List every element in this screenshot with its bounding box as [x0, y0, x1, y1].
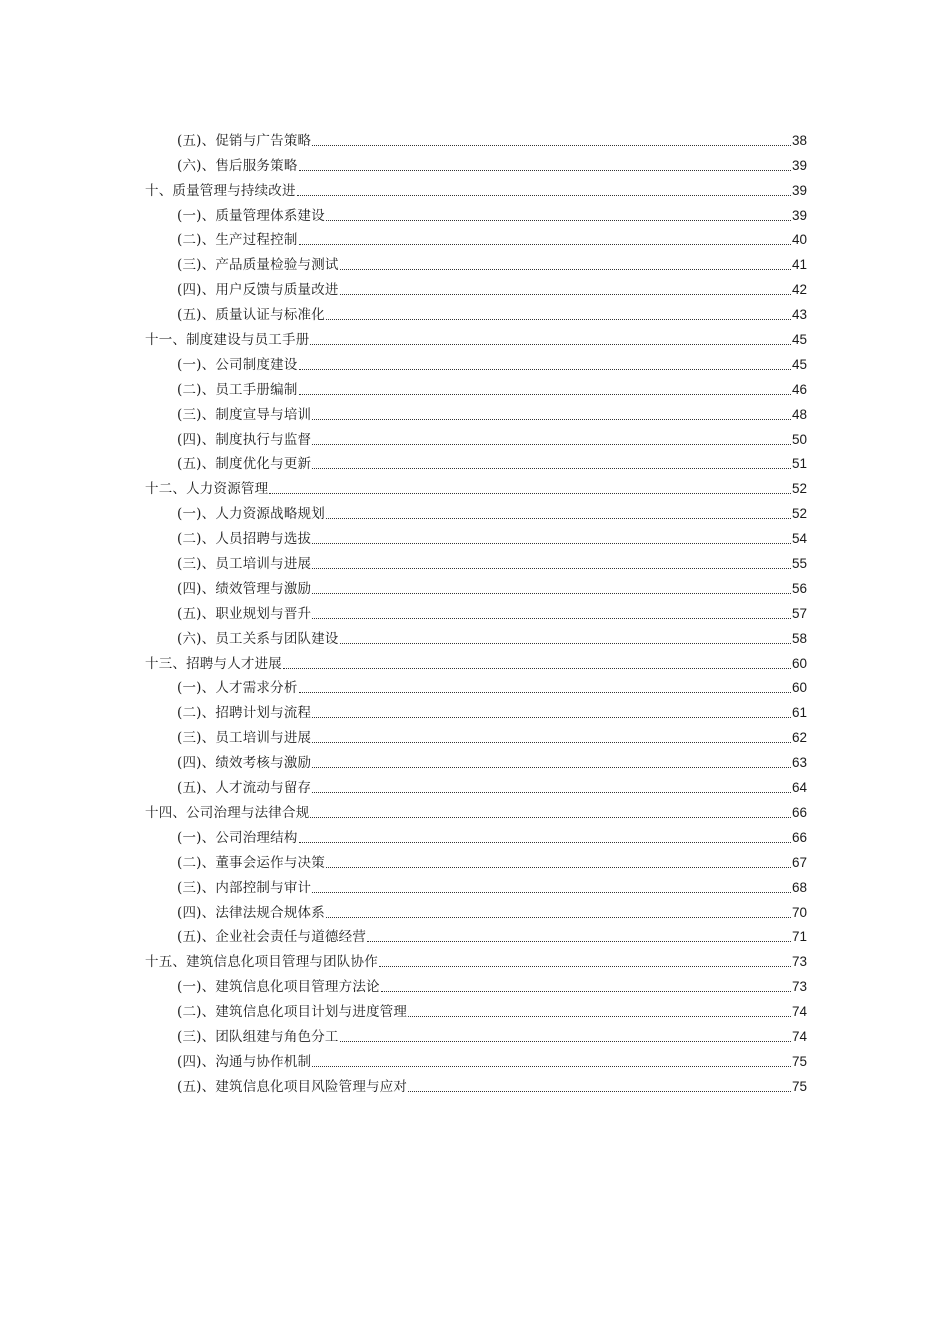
toc-dot-leader	[340, 259, 791, 270]
toc-section-entry[interactable]	[145, 299, 807, 324]
toc-entry-title: (二)、人员招聘与选拔	[177, 531, 312, 548]
toc-dot-leader	[310, 807, 791, 818]
toc-section-entry[interactable]	[145, 722, 807, 747]
toc-entry-title: 十五、建筑信息化项目管理与团队协作	[145, 954, 378, 971]
toc-section-entry[interactable]	[145, 623, 807, 648]
toc-dot-leader	[299, 832, 791, 843]
toc-section-entry[interactable]	[145, 125, 807, 150]
toc-page-number: 40	[791, 232, 807, 248]
toc-entry-title: (三)、制度宣导与培训	[177, 406, 312, 423]
toc-entry-title: (四)、法律法规合规体系	[177, 904, 325, 921]
toc-entry-title: 十、质量管理与持续改进	[145, 182, 296, 199]
toc-page-number: 43	[791, 307, 807, 323]
toc-chapter-entry[interactable]	[145, 946, 807, 971]
toc-entry-title: (一)、人才需求分析	[177, 680, 298, 697]
toc-page-number: 75	[791, 1078, 807, 1094]
toc-entry-title: (四)、沟通与协作机制	[177, 1053, 312, 1070]
toc-chapter-entry[interactable]	[145, 324, 807, 349]
toc-entry-title: (一)、人力资源战略规划	[177, 506, 325, 523]
toc-page-number: 45	[791, 332, 807, 348]
toc-dot-leader	[269, 483, 791, 494]
toc-section-entry[interactable]	[145, 697, 807, 722]
toc-entry-title: (二)、员工手册编制	[177, 381, 298, 398]
toc-chapter-entry[interactable]	[145, 797, 807, 822]
toc-page-number: 54	[791, 531, 807, 547]
toc-section-entry[interactable]	[145, 200, 807, 225]
toc-page-number: 62	[791, 730, 807, 746]
toc-entry-title: (三)、员工培训与进展	[177, 730, 312, 747]
toc-page-number: 70	[791, 904, 807, 920]
toc-entry-title: 十一、制度建设与员工手册	[145, 332, 310, 349]
toc-entry-title: 十二、人力资源管理	[145, 481, 269, 498]
toc-dot-leader	[312, 1056, 791, 1067]
toc-page-number: 39	[791, 157, 807, 173]
toc-page-number: 48	[791, 406, 807, 422]
toc-dot-leader	[367, 931, 791, 942]
toc-page-number: 75	[791, 1053, 807, 1069]
toc-section-entry[interactable]	[145, 225, 807, 250]
toc-section-entry[interactable]	[145, 598, 807, 623]
toc-section-entry[interactable]	[145, 349, 807, 374]
toc-dot-leader	[310, 334, 791, 345]
toc-entry-title: 十三、招聘与人才进展	[145, 655, 282, 672]
toc-entry-title: (三)、员工培训与进展	[177, 556, 312, 573]
toc-dot-leader	[299, 359, 791, 370]
toc-entry-title: (二)、生产过程控制	[177, 232, 298, 249]
toc-page-number: 51	[791, 456, 807, 472]
toc-dot-leader	[312, 782, 791, 793]
toc-entry-title: (一)、建筑信息化项目管理方法论	[177, 979, 380, 996]
toc-section-entry[interactable]	[145, 498, 807, 523]
toc-section-entry[interactable]	[145, 872, 807, 897]
toc-section-entry[interactable]	[145, 274, 807, 299]
toc-dot-leader	[340, 1031, 791, 1042]
toc-entry-title: (五)、质量认证与标准化	[177, 307, 325, 324]
toc-chapter-entry[interactable]	[145, 175, 807, 200]
table-of-contents	[145, 125, 807, 1096]
toc-page-number: 39	[791, 182, 807, 198]
toc-entry-title: (三)、团队组建与角色分工	[177, 1028, 339, 1045]
toc-section-entry[interactable]	[145, 772, 807, 797]
toc-section-entry[interactable]	[145, 971, 807, 996]
toc-entry-title: (四)、绩效考核与激励	[177, 755, 312, 772]
toc-page-number: 60	[791, 655, 807, 671]
toc-section-entry[interactable]	[145, 847, 807, 872]
toc-entry-title: (四)、用户反馈与质量改进	[177, 282, 339, 299]
toc-section-entry[interactable]	[145, 399, 807, 424]
toc-section-entry[interactable]	[145, 523, 807, 548]
toc-section-entry[interactable]	[145, 747, 807, 772]
toc-section-entry[interactable]	[145, 374, 807, 399]
toc-dot-leader	[312, 882, 791, 893]
toc-entry-title: (五)、企业社会责任与道德经营	[177, 929, 367, 946]
toc-page-number: 63	[791, 755, 807, 771]
toc-entry-title: (五)、促销与广告策略	[177, 132, 312, 149]
toc-page-number: 42	[791, 282, 807, 298]
toc-dot-leader	[299, 384, 791, 395]
toc-page-number: 68	[791, 879, 807, 895]
toc-page-number: 52	[791, 506, 807, 522]
toc-dot-leader	[326, 210, 791, 221]
toc-dot-leader	[312, 409, 791, 420]
toc-entry-title: (二)、建筑信息化项目计划与进度管理	[177, 1004, 408, 1021]
toc-section-entry[interactable]	[145, 573, 807, 598]
toc-section-entry[interactable]	[145, 822, 807, 847]
toc-dot-leader	[312, 707, 791, 718]
toc-entry-title: (一)、公司制度建设	[177, 356, 298, 373]
toc-dot-leader	[312, 458, 791, 469]
toc-section-entry[interactable]	[145, 548, 807, 573]
toc-section-entry[interactable]	[145, 897, 807, 922]
toc-dot-leader	[340, 633, 791, 644]
toc-page-number: 38	[791, 132, 807, 148]
toc-chapter-entry[interactable]	[145, 648, 807, 673]
toc-section-entry[interactable]	[145, 449, 807, 474]
toc-page-number: 67	[791, 854, 807, 870]
toc-dot-leader	[326, 857, 791, 868]
toc-page-number: 58	[791, 630, 807, 646]
toc-dot-leader	[312, 583, 791, 594]
toc-entry-title: (四)、制度执行与监督	[177, 431, 312, 448]
toc-dot-leader	[381, 981, 791, 992]
toc-chapter-entry[interactable]	[145, 473, 807, 498]
toc-section-entry[interactable]	[145, 1021, 807, 1046]
toc-dot-leader	[297, 185, 791, 196]
toc-dot-leader	[312, 732, 791, 743]
toc-page-number: 66	[791, 829, 807, 845]
toc-page-number: 64	[791, 780, 807, 796]
toc-page-number: 73	[791, 979, 807, 995]
toc-page-number: 71	[791, 929, 807, 945]
toc-page-number: 41	[791, 257, 807, 273]
toc-entry-title: (六)、员工关系与团队建设	[177, 630, 339, 647]
toc-entry-title: (五)、职业规划与晋升	[177, 605, 312, 622]
toc-page-number: 60	[791, 680, 807, 696]
toc-dot-leader	[312, 558, 791, 569]
toc-section-entry[interactable]	[145, 1071, 807, 1096]
toc-page-number: 61	[791, 705, 807, 721]
toc-section-entry[interactable]	[145, 922, 807, 947]
toc-dot-leader	[379, 956, 791, 967]
toc-entry-title: (五)、人才流动与留存	[177, 780, 312, 797]
toc-dot-leader	[408, 1081, 791, 1092]
toc-dot-leader	[312, 533, 791, 544]
toc-page-number: 74	[791, 1004, 807, 1020]
toc-entry-title: (三)、产品质量检验与测试	[177, 257, 339, 274]
toc-dot-leader	[299, 160, 791, 171]
toc-entry-title: (一)、公司治理结构	[177, 829, 298, 846]
toc-page-number: 66	[791, 804, 807, 820]
toc-dot-leader	[326, 309, 791, 320]
toc-dot-leader	[408, 1006, 791, 1017]
toc-page-number: 39	[791, 207, 807, 223]
toc-section-entry[interactable]	[145, 673, 807, 698]
toc-page-number: 45	[791, 356, 807, 372]
toc-page-number: 74	[791, 1028, 807, 1044]
toc-entry-title: (二)、董事会运作与决策	[177, 854, 325, 871]
toc-dot-leader	[312, 757, 791, 768]
toc-dot-leader	[340, 284, 791, 295]
toc-page-number: 55	[791, 556, 807, 572]
toc-entry-title: (二)、招聘计划与流程	[177, 705, 312, 722]
toc-section-entry[interactable]	[145, 1046, 807, 1071]
toc-section-entry[interactable]	[145, 424, 807, 449]
toc-dot-leader	[326, 508, 791, 519]
toc-entry-title: 十四、公司治理与法律合规	[145, 804, 310, 821]
toc-entry-title: (五)、制度优化与更新	[177, 456, 312, 473]
toc-page-number: 52	[791, 481, 807, 497]
toc-entry-title: (五)、建筑信息化项目风险管理与应对	[177, 1078, 408, 1095]
toc-dot-leader	[299, 234, 791, 245]
toc-dot-leader	[326, 907, 791, 918]
toc-entry-title: (三)、内部控制与审计	[177, 879, 312, 896]
toc-entry-title: (四)、绩效管理与激励	[177, 580, 312, 597]
toc-page-number: 56	[791, 580, 807, 596]
toc-dot-leader	[283, 658, 791, 669]
toc-dot-leader	[312, 434, 791, 445]
toc-page-number: 57	[791, 605, 807, 621]
toc-dot-leader	[312, 135, 791, 146]
toc-section-entry[interactable]	[145, 249, 807, 274]
toc-page-number: 46	[791, 381, 807, 397]
toc-entry-title: (一)、质量管理体系建设	[177, 207, 325, 224]
toc-page-number: 73	[791, 954, 807, 970]
toc-section-entry[interactable]	[145, 996, 807, 1021]
toc-entry-title: (六)、售后服务策略	[177, 157, 298, 174]
toc-dot-leader	[299, 682, 791, 693]
toc-section-entry[interactable]	[145, 150, 807, 175]
toc-dot-leader	[312, 608, 791, 619]
toc-page-number: 50	[791, 431, 807, 447]
